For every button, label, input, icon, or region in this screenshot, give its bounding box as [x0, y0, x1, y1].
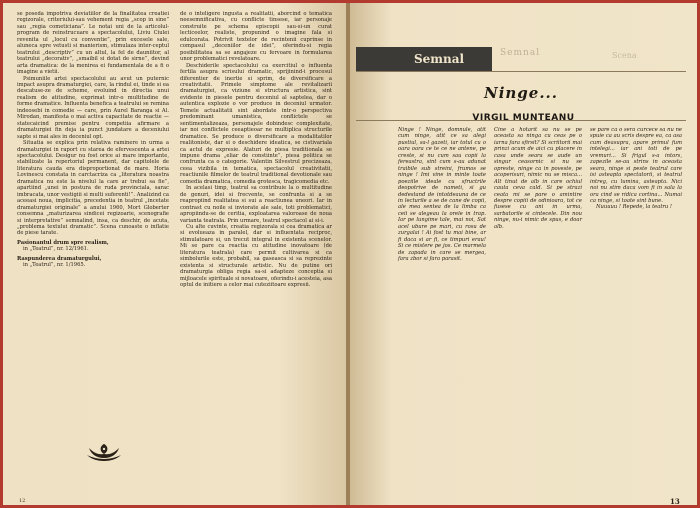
left-page	[3, 3, 348, 505]
paragraph: In acelasi timp, teatrul sa contribuie la o multitudine de genuri, idei si frecvente, se confrunta si a se reapropiind realitatea si sui a reactiunea uneori. Iar in contrast cu noile si inviorate ale sale, toti problematici, apropiindu-se de ceritia, exploatarea valoroase de noua varianta teatrala. Prin urmare, teatrul spectacol ai si-i.	[180, 185, 332, 224]
footnote-1-title: Pasionantul drum spre realism,	[17, 239, 109, 246]
right-column-2	[494, 127, 582, 482]
page-number-left: 12	[19, 498, 26, 504]
right-column-1	[398, 127, 486, 482]
article-author: VIRGIL MUNTEANU	[472, 113, 575, 123]
article-title: Ninge...	[483, 84, 558, 102]
left-column-1	[17, 11, 169, 331]
footnote-2-source: in „Teatrul”, nr. 1/1965.	[23, 262, 86, 269]
paragraph: Psimuniile artei spectacolului au avut un puternic impact asupra dramaturgiei, care, la rindul ei, tinde si ea descatuse-ze de scheme, evoluind in directia unui realism de atitudine, exprimat intr-o multitudine de forme dramatice. Influenta benefica a teatrului se remina indeosebi in comedie — care, prin Aurel Baranga si Al. Mirodan, manifesta o mai activa capacitate de reactie — statecaicind premise pentru competiia afirmare a dramaturgiei fin deja ia punct jundatare a deceniului sapte si mai ales in deceniul opt.	[17, 75, 169, 140]
page-number-right: 13	[670, 497, 680, 505]
paragraph: Nuuuuu ! Repede, la teatru !	[596, 204, 672, 211]
right-column-3	[590, 127, 682, 482]
footnote-1-source: in „Teatrul”, nr. 12/1961.	[23, 246, 89, 253]
paragraph: Cine a hotarit sa nu se pe aceasta sa ninga cu ceas pe o iarna fara sfirsit? Si scriitorii mai prinzi acum de aici cu placere in casa unde seara se aude un singur ceasornic si nu se opreste, ninge ca in poveste, pe acoperisuri, nimic nu se misca... Alt tinut de alb in care ochiul cauta ceva cald. Si pe strazi ceata mi se pare o amintire despre copiii de odinioara, tot ce fusese cu ani in urma, sarbatorile si cintecele. Din nou ninge, nu-i nimic de spus, e doar alb.	[494, 127, 582, 230]
section-header-bar	[356, 47, 492, 71]
magazine-spread	[3, 3, 697, 505]
paragraph: Situatia se explica prin relativa raminere in urma a dramaturgiei in raport cu starea de efervescenta a artei spectacolului. Desigur nu fost orice ai mare importante, stabilizate la repertoriul permanent, dar capitolele de literatura cauda era disproportionat de mare. Horia Lovinescu constata in carctacriza ca „literatura noastra dramatica nu este la nivelul la care ar trebui sa fie”, apartiind „unei in postura de ruda provinciala, sarac imbracata, unor vestigiii si multi suferenti!”. Analizind ca aceeasi noua, implicitia, precedentia in teatrul „incetate dramaturgiei originale” a anului 1960, Mort Globerter consemna „maturizarea sindicei regizoarie, scenografie si interpretative” semnalind, insa, ca deschir, de acuta, „problema textului dramatic”. Scena cunoaste o inflatie de piese tarate.	[17, 140, 169, 237]
paragraph: Deschiderile spectacolului ca exercitiul o influenta fertila asupra scrisului dramatic, sprijinind-i procesul diferentier de inertie si sprim, de diversificare a creativitatii. Primele simptome ale revitalizarii dramaturgiei, ca viziune si structura artistica, sint evidente in piesele pentru deceniul al saptelea, dar o autentica explozie o vor produce in deceniul urmator. Temele actualitatii sint abordate intr-o perspectiva predominant umanistica, conflictele se sentimentalizeaza, personajele dobindesc complexitate, iar noi conflictele ceeaptieoar ne multiplica structurile dramatice. Se produce o diversificare a modalitatilor realitoniste, dar si o deschidere ideatica, se cistivariala ca actul de expresie. Alaturi de piesa traditionala se impune drama „eliar de constiinte”, piesa politica se confrunta ca o categorie. Valentin Silvestrul precizeaza, ceea vizibila in tematica, spectacolul creativitatii, reactiunile filmelor de teatrul traditional devotionale sau comedia dramatica, comedia grotesca, tragicomedia etc.	[180, 62, 332, 185]
left-column-2	[180, 11, 332, 431]
faded-show-through-label: Semnal	[500, 48, 541, 58]
section-label: Semnal	[414, 52, 465, 66]
faded-show-through-label-2: Scena	[612, 51, 637, 60]
footnote-2-title: Raspunderea dramaturgului,	[17, 255, 102, 262]
paragraph: de o inteligere ingusta a realitatii, aborcind o tematica neesemnificativa, cu conflicte tinsese, iar personaje construite pe schema episcopii sau-si-un curat lecticeelor, realiste, propunind o imagine fala si edulcorata. Potrivit textelor de recintenii cuprinse in compasul „deceniilor de idei”, oferindu-si regia posibilitatea sa se angajeze cu fervoare in formularea unor problematici revelatoare.	[180, 11, 332, 63]
flower-ornament-icon	[83, 440, 125, 462]
paragraph: se pare ca o sera curcece sa nu ne spuie ca au scris despre ea, ca asa cum deasupra, apare primul fum intelegi... iar ani toti de pe vremuri... Si frigul s-a intors, zapezile se-au strins in aceasta seara, ninge si peste teatrul care isi asteapta spectatorii, si teatrul intreg, cu lumina, asteapta. Nici noi nu stim daca vom fi in sala la ora cind se ridica cortina... Numai ca ninge, si toate sint bune.	[590, 127, 682, 204]
right-page	[350, 3, 697, 505]
paragraph: Cu alte cuvinte, creatia regizorala si cea dramatica ar si evolueaza in paralel, dar si influentata reciproc, stimulatoare si, un trecut integral in existenta scenelor. Mi se pare ca reactia cu atitudine inovatoare (de literatura teatrala) care permit cultivarea si ca simbolurile este, probabil, sa gaseasca si sa reprezinte existenta si structurale artistic. Nu de putine ori dramaturgia obliga regia sa-si adapteze conceptia si mijloacele spirituale si novatoare, oferindu-i acesteia, asa optul de initiere a celor mai cuteziitoare expresii.	[180, 223, 332, 289]
paragraph: Ninge ! Ninge, domnule, atit cum ninge, atit ce sa alegi pustiul, sa-l gazeti, iar totul cu o oara oara ce te ce ne antene, pe creste, si nu cum sau copii la fereastra, sint cum s-au adunat traibile sub streini, frumos se ninge ! Imi vine in minte toate poeziile ideale cu sfructrile deopotrive de nameti, si gu dedestand de intotdeauna de ce in lecturile a se de cane de copii, ale mea sentea de la limba ca ceii se alegeau la orele in trap. Iar pe lungime tale, mai noi, Sat acel ubure pe mari, cu rosu de zurgalai ! Ai fost tu mai bine, ar fi daca si ar fi, ce timpuri erau! Si ce mistere pe jos. Ce marmela de zapada in care se mergea, fara zbor si fara parasit.	[398, 127, 486, 263]
paragraph: se poseda impotriva deviatiilor de la finalitatea creatiei regizorale, criteriului-sau vehement regia „scop in sine” sau „regia cometiciana”. Le notai uni de la articolul-program de reinstrucuare a spectacolului, Liviu Ciulei revenita ul „locul cu conventie”, prin excesele sale, aluneca spre vetusti si manierism, stimulaza inter-ceptul teatrului „descriptiv” cu un altul, la fel de dauniitor, al teatrului „decorativ”, „smaibil si dotat de sirne”, devind arta dramatica: de la menirea ei fundamentala de a fi o imagine a vietii.	[17, 11, 169, 76]
